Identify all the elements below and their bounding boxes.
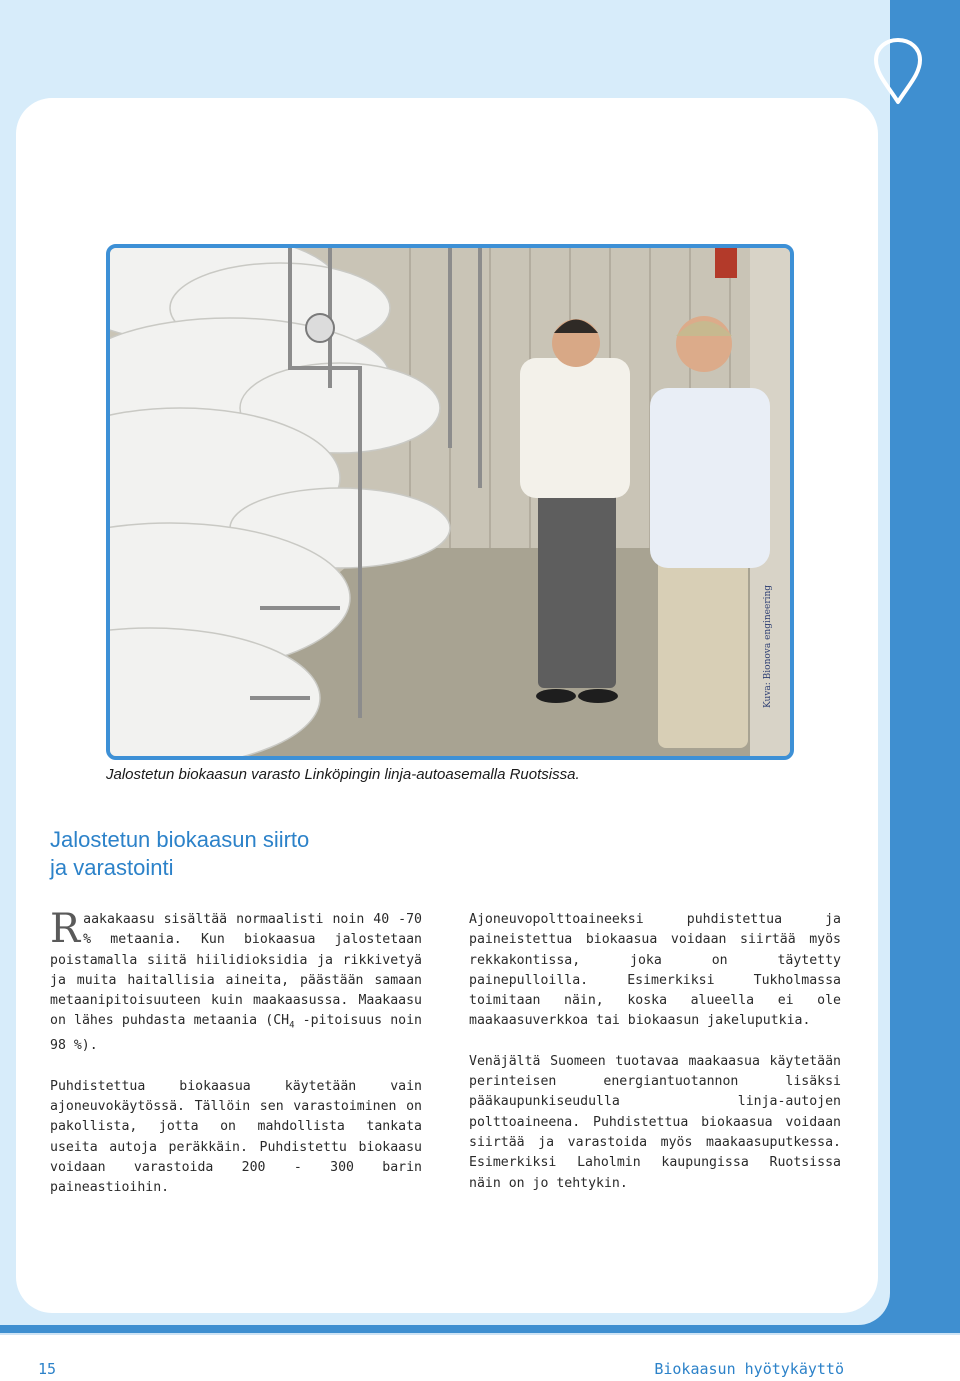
paragraph-natural-gas: Venäjältä Suomeen tuotavaa maakaasua käytetään perinteisen energiantuotannon lisäksi pääkaupunkiseudulla linja-autojen polttoaineena. Puhdistettua biokaasua voidaan siirtää ja varastoida myös maakaasuputkessa. Esimerkiksi Laholmin kaupungissa Ruotsissa näin on jo tehtykin. xyxy=(469,1053,841,1191)
photo-illustration xyxy=(110,248,790,756)
paragraph-intro xyxy=(50,906,422,1057)
location-pin-icon xyxy=(870,36,926,106)
paragraph-intro-text: aakakaasu sisältää normaalisti noin 40 -70 % metaania. Kun biokaasua jalostetaan poistamalla siitä hiilidioksidia ja rikkivetyä ja muita haitallisia aineita, päästään samaan metaanipitoisuuteen kuin maakaasussa. Maakaasu on lähes puhdasta metaania (CH xyxy=(50,912,422,1029)
footer-divider xyxy=(0,1333,960,1335)
drop-cap: R xyxy=(50,906,81,952)
page-number: 15 xyxy=(38,1360,57,1378)
paragraph-vehicle-use: Puhdistettua biokaasua käytetään vain ajoneuvokäytössä. Tällöin sen varastoiminen on pakollista, jotta on mahdollista tankata useita autoja peräkkäin. Puhdistettu biokaasu voidaan varastoida 200 - 300 barin paineastioihin. xyxy=(50,1078,422,1196)
photo-credit: Kuva: Bionova engineering xyxy=(763,584,773,708)
paragraph-transport: Ajoneuvopolttoaineeksi puhdistettua ja paineistettua biokaasua voidaan siirtää myös rekkakontissa, joka on täytetty painepulloilla. Esimerkiksi Tukholmassa toimitaan näin, koska alueella ei ole maakaasuverkkoa tai biokaasun jakeluputkia. xyxy=(469,912,841,1029)
section-heading-line-2: ja varastointi xyxy=(50,855,174,880)
paragraph-intro-end: -pitoisuus noin 98 %). xyxy=(50,1013,422,1054)
subscript-4: 4 xyxy=(289,1021,295,1032)
left-text-column xyxy=(50,906,422,1219)
storage-photo xyxy=(106,244,794,760)
photo-caption: Jalostetun biokaasun varasto Linköpingin linja-autoasemalla Ruotsissa. xyxy=(106,766,580,783)
section-heading-line-1: Jalostetun biokaasun siirto xyxy=(50,827,310,852)
section-heading xyxy=(50,826,309,882)
right-text-column xyxy=(469,910,841,1214)
footer-title: Biokaasun hyötykäyttö xyxy=(654,1360,844,1378)
